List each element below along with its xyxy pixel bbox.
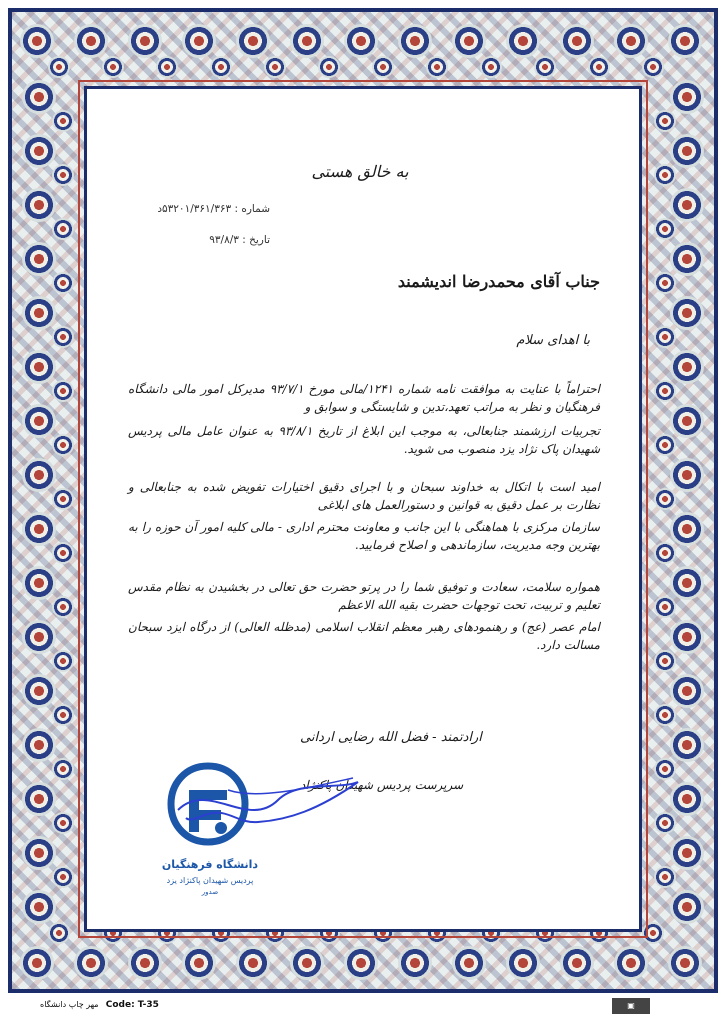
rosette-ornament (318, 56, 340, 78)
code-label: Code: T-35 (105, 1000, 159, 1010)
rosette-ornament (20, 24, 54, 58)
rosette-ornament (670, 728, 704, 762)
rosette-ornament (372, 56, 394, 78)
signer-title: سرپرست پردیس شهیدان پاکنژاد (300, 778, 464, 792)
rosette-ornament (236, 24, 270, 58)
rosette-ornament (670, 620, 704, 654)
rosette-ornament (670, 890, 704, 924)
rosette-ornament (506, 946, 540, 980)
rosette-ornament (22, 890, 56, 924)
rosette-ornament (52, 704, 74, 726)
rosette-ornament (654, 110, 676, 132)
rosette-ornament (52, 326, 74, 348)
rosette-ornament (236, 946, 270, 980)
rosette-ornament (52, 812, 74, 834)
rosette-ornament (670, 782, 704, 816)
rosette-ornament (102, 56, 124, 78)
rosette-ornament (22, 782, 56, 816)
rosette-ornament (654, 272, 676, 294)
rosette-ornament (52, 164, 74, 186)
body-line-6: امام عصر (عج) و رهنمودهای رهبر معظم انقلاب اسلامی (مدظله العالی) از درگاه ایزد سبحان مسالت دارد. (128, 620, 600, 652)
greeting: با اهدای سلام (516, 333, 590, 348)
rosette-ornament (22, 242, 56, 276)
rosette-ornament (52, 380, 74, 402)
rosette-ornament (654, 434, 676, 456)
rosette-ornament (654, 326, 676, 348)
rosette-ornament (614, 946, 648, 980)
rosette-ornament (506, 24, 540, 58)
rosette-ornament (48, 922, 70, 944)
letter-date: تاریخ : ۹۳/۸/۳ (209, 234, 270, 246)
rosette-ornament (668, 946, 702, 980)
rosette-ornament (48, 56, 70, 78)
rosette-ornament (22, 566, 56, 600)
rosette-ornament (22, 296, 56, 330)
rosette-ornament (670, 458, 704, 492)
rosette-ornament (22, 350, 56, 384)
rosette-ornament (210, 56, 232, 78)
rosette-ornament (22, 512, 56, 546)
rosette-ornament (670, 566, 704, 600)
rosette-ornament (344, 946, 378, 980)
body-line-4: سازمان مرکزی با هماهنگی با این جانب و معاونت محترم اداری - مالی کلیه امور آن حوزه را به بهترین وجه مدیریت، سازماندهی و اصلاح فرمایید. (128, 520, 600, 552)
rosette-ornament (52, 488, 74, 510)
rosette-ornament (52, 272, 74, 294)
rosette-ornament (290, 24, 324, 58)
rosette-ornament (398, 946, 432, 980)
rosette-ornament (668, 24, 702, 58)
rosette-ornament (20, 946, 54, 980)
rosette-ornament (654, 704, 676, 726)
rosette-ornament (52, 542, 74, 564)
rosette-ornament (74, 946, 108, 980)
university-name: دانشگاه فرهنگیان (161, 858, 259, 871)
rosette-ornament (654, 758, 676, 780)
rosette-ornament (452, 24, 486, 58)
rosette-ornament (22, 404, 56, 438)
rosette-ornament (654, 164, 676, 186)
rosette-ornament (264, 56, 286, 78)
rosette-ornament (182, 946, 216, 980)
rosette-ornament (670, 242, 704, 276)
rosette-ornament (74, 24, 108, 58)
rosette-ornament (52, 758, 74, 780)
rosette-ornament (670, 404, 704, 438)
rosette-ornament (52, 218, 74, 240)
rosette-ornament (654, 812, 676, 834)
rosette-ornament (22, 458, 56, 492)
rosette-ornament (426, 56, 448, 78)
rosette-ornament (128, 24, 162, 58)
rosette-ornament (670, 80, 704, 114)
rosette-ornament (588, 56, 610, 78)
rosette-ornament (452, 946, 486, 980)
rosette-ornament (654, 488, 676, 510)
rosette-ornament (52, 434, 74, 456)
rosette-ornament (480, 56, 502, 78)
rosette-ornament (670, 512, 704, 546)
rosette-ornament (182, 24, 216, 58)
rosette-ornament (560, 24, 594, 58)
campus-name: پردیس شهیدان پاکنژاد یزد (166, 876, 254, 885)
rosette-ornament (670, 188, 704, 222)
rosette-ornament (670, 134, 704, 168)
rosette-ornament (22, 134, 56, 168)
rosette-ornament (22, 728, 56, 762)
rosette-ornament (534, 56, 556, 78)
rosette-ornament (654, 542, 676, 564)
rosette-ornament (22, 836, 56, 870)
letter-number: شماره : ۵۳۲۰۱/۳۶۱/۳۶۳د (157, 203, 270, 215)
rosette-ornament (614, 24, 648, 58)
body-line-3: امید است با اتکال به خداوند سبحان و با اجرای دقیق اختیارات تفویض شده به جنابعالی و نظارت بر عمل دقیق به قوانین و دستورالعمل های ابلاغی (128, 480, 600, 512)
signature-scribble (168, 770, 368, 850)
rosette-ornament (654, 380, 676, 402)
signer-name: ارادتمند - فضل الله رضایی اردانی (300, 730, 482, 745)
rosette-ornament (52, 110, 74, 132)
rosette-ornament (344, 24, 378, 58)
printer-logo-icon: ▣ (612, 998, 650, 1014)
rosette-ornament (560, 946, 594, 980)
body-line-1: احتراماً با عنایت به موافقت نامه شماره ۱۲۴۱/مالی مورخ ۹۳/۷/۱ مدیرکل امور مالی دانشگاه فرهنگیان و نظر به مراتب تعهد،تدین و شایستگی و سوابق و (128, 382, 600, 414)
printer-label: مهر چاپ دانشگاه (40, 1000, 99, 1009)
letter-heading: به خالق هستی (311, 162, 409, 181)
form-code (40, 1000, 159, 1010)
rosette-ornament (156, 56, 178, 78)
rosette-ornament (642, 56, 664, 78)
addressee: جناب آقای محمدرضا اندیشمند (397, 272, 600, 291)
rosette-ornament (128, 946, 162, 980)
body-line-2: تجربیات ارزشمند جنابعالی، به موجب این ابلاغ از تاریخ ۹۳/۸/۱ به عنوان عامل مالی پردیس شهیدان پاک نژاد یزد منصوب می شوید. (128, 424, 600, 456)
rosette-ornament (670, 350, 704, 384)
rosette-ornament (398, 24, 432, 58)
rosette-ornament (654, 218, 676, 240)
rosette-ornament (52, 596, 74, 618)
rosette-ornament (22, 674, 56, 708)
rosette-ornament (290, 946, 324, 980)
rosette-ornament (654, 596, 676, 618)
rosette-ornament (52, 650, 74, 672)
seal-unit: صدور (201, 888, 219, 896)
rosette-ornament (670, 674, 704, 708)
rosette-ornament (670, 836, 704, 870)
rosette-ornament (22, 80, 56, 114)
rosette-ornament (654, 650, 676, 672)
body-line-5: همواره سلامت، سعادت و توفیق شما را در پرتو حضرت حق تعالی در بخشیدن به نظام مقدس تعلیم و تربیت، تحت توجهات حضرت بقیه الله الاعظم (128, 580, 600, 612)
rosette-ornament (670, 296, 704, 330)
rosette-ornament (22, 188, 56, 222)
rosette-ornament (654, 866, 676, 888)
rosette-ornament (52, 866, 74, 888)
rosette-ornament (22, 620, 56, 654)
